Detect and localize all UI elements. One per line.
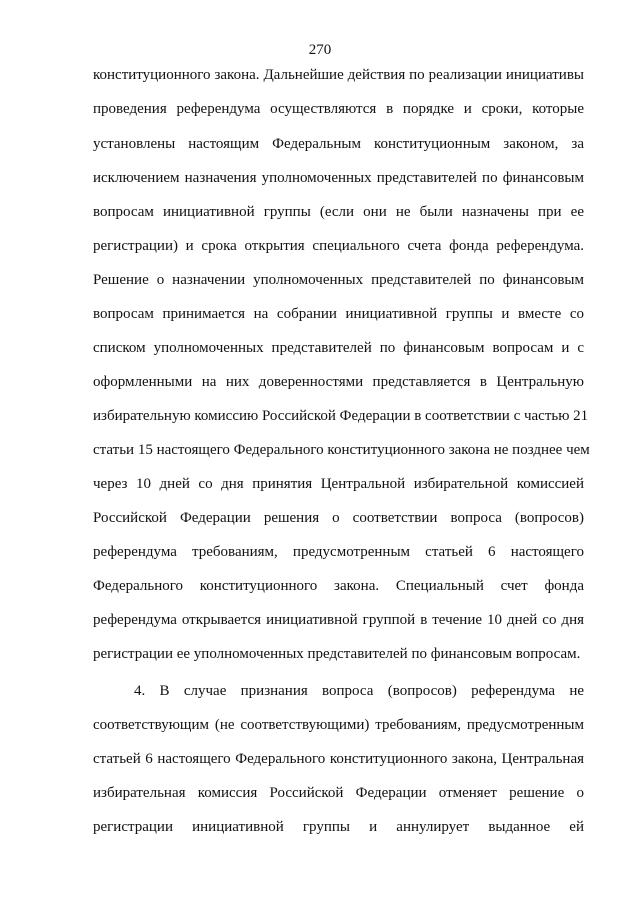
text-line: Российской Федерации решения о соответствии вопроса (вопросов) — [93, 510, 584, 526]
page-number: 270 — [308, 42, 332, 58]
text-line: референдума требованиям, предусмотренным статьей 6 настоящего — [93, 544, 584, 560]
text-line: регистрации) и срока открытия специального счета фонда референдума. — [93, 238, 584, 254]
text-line: регистрации инициативной группы и аннулирует выданное ей — [93, 819, 584, 835]
text-line: вопросам принимается на собрании инициативной группы и вместе со — [93, 306, 584, 322]
text-line: через 10 дней со дня принятия Центральной избирательной комиссией — [93, 476, 584, 492]
text-line: референдума открывается инициативной группой в течение 10 дней со дня — [93, 612, 584, 628]
text-line: избирательную комиссию Российской Федерации в соответствии с частью 21 — [93, 408, 589, 424]
text-line: соответствующим (не соответствующими) требованиям, предусмотренным — [93, 717, 584, 733]
text-line: статьей 6 настоящего Федерального конституционного закона, Центральная — [93, 751, 584, 767]
text-line: Решение о назначении уполномоченных представителей по финансовым — [93, 272, 584, 288]
text-line: Федерального конституционного закона. Специальный счет фонда — [93, 578, 584, 594]
text-line: вопросам инициативной группы (если они не были назначены при ее — [93, 204, 584, 220]
text-line: установлены настоящим Федеральным конституционным законом, за — [93, 136, 584, 152]
text-line: статьи 15 настоящего Федерального конституционного закона не позднее чем — [93, 442, 590, 458]
text-line: проведения референдума осуществляются в порядке и сроки, которые — [93, 101, 584, 117]
text-line: оформленными на них доверенностями представляется в Центральную — [93, 374, 584, 390]
text-line: 4. В случае признания вопроса (вопросов) референдума не — [134, 683, 584, 699]
text-line: регистрации ее уполномоченных представителей по финансовым вопросам. — [93, 646, 581, 662]
text-line: конституционного закона. Дальнейшие действия по реализации инициативы — [93, 67, 584, 83]
text-line: избирательная комиссия Российской Федерации отменяет решение о — [93, 785, 584, 801]
text-line: исключением назначения уполномоченных представителей по финансовым — [93, 170, 584, 186]
text-line: списком уполномоченных представителей по финансовым вопросам и с — [93, 340, 584, 356]
